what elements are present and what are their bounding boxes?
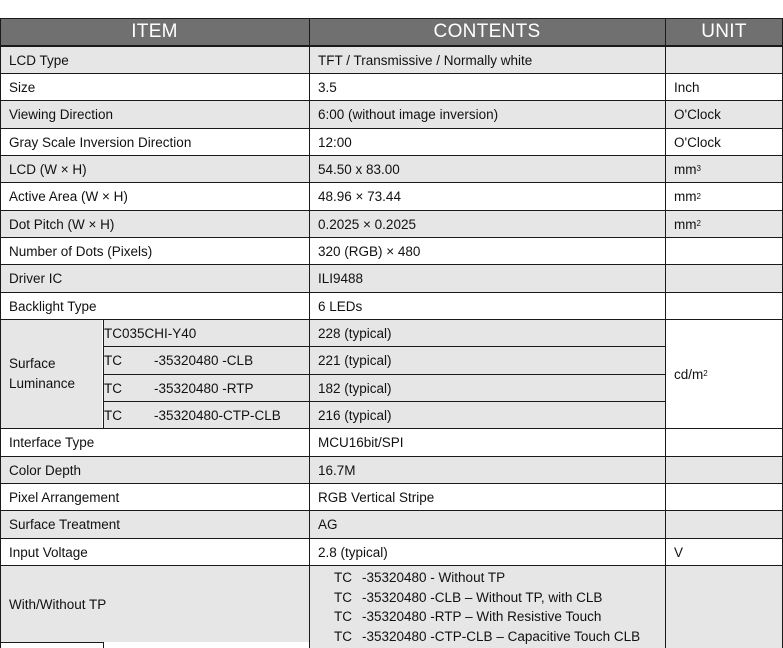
- row-item: Backlight Type: [9, 298, 97, 314]
- row-item: LCD (W × H): [0, 156, 309, 182]
- row-contents: 6 LEDs: [318, 298, 363, 314]
- row-unit: mm 2: [665, 211, 783, 237]
- row-item: Driver IC: [0, 265, 309, 292]
- row-unit: [665, 265, 783, 292]
- row-item: Gray Scale Inversion Direction: [9, 134, 192, 150]
- grid-line: [103, 319, 104, 428]
- row-contents: RGB Vertical Stripe: [318, 489, 435, 505]
- row-unit: [665, 484, 783, 510]
- luminance-label: Surface Luminance: [0, 320, 102, 428]
- header-item: ITEM: [0, 18, 309, 45]
- row-item: Number of Dots (Pixels): [9, 243, 153, 259]
- row-item: Active Area (W × H): [9, 189, 128, 204]
- row-item: LCD Type: [0, 47, 309, 73]
- tp-variant: TC -35320480 -RTP – With Resistive Touch: [334, 609, 602, 624]
- row-contents: 0.2025 × 0.2025: [309, 211, 665, 237]
- luminance-unit: cd/m 2: [674, 366, 708, 382]
- row-item: Interface Type: [9, 435, 95, 450]
- row-contents: 12:00: [318, 134, 352, 150]
- luminance-model: TC -35320480-CTP-CLB: [104, 402, 309, 428]
- grid-line: [104, 374, 665, 375]
- row-unit: [665, 429, 783, 456]
- row-unit: Inch: [674, 79, 700, 95]
- luminance-value: 228 (typical): [309, 320, 665, 346]
- header-unit: UNIT: [665, 18, 783, 45]
- row-contents: AG: [309, 511, 665, 538]
- tp-variants: [309, 566, 665, 648]
- row-contents: 3.5: [318, 79, 337, 95]
- row-unit: V: [674, 544, 684, 560]
- luminance-value: 216 (typical): [309, 402, 665, 428]
- luminance-model: TC035CHI-Y40: [104, 320, 309, 346]
- row-item: Color Depth: [0, 457, 309, 483]
- luminance-value: 221 (typical): [309, 347, 665, 374]
- row-unit: [665, 47, 783, 73]
- grid-line: [0, 18, 1, 648]
- tp-variant: TC -35320480 -CLB – Without TP, with CLB: [334, 589, 603, 605]
- row-unit: [665, 238, 783, 264]
- row-unit: O'Clock: [665, 101, 783, 128]
- row-item: Dot Pitch (W × H): [0, 211, 309, 237]
- luminance-model: TC -35320480 -RTP: [104, 375, 309, 401]
- tp-variant: TC -35320480 -CTP-CLB – Capacitive Touch CLB: [334, 628, 641, 644]
- row-contents: 54.50 x 83.00: [309, 156, 665, 182]
- row-contents: 320 (RGB) × 480: [318, 243, 421, 259]
- grid-line: [104, 346, 665, 347]
- row-item: Viewing Direction: [0, 101, 309, 128]
- row-unit: [665, 293, 783, 319]
- row-contents: 48.96 × 73.44: [318, 189, 401, 204]
- row-contents: TFT / Transmissive / Normally white: [309, 47, 665, 73]
- tp-unit: [665, 566, 783, 648]
- row-contents: MCU16bit/SPI: [318, 435, 404, 450]
- luminance-model: TC -35320480 -CLB: [104, 347, 309, 374]
- row-item: Surface Treatment: [0, 511, 309, 538]
- tp-variant: TC -35320480 - Without TP: [334, 570, 506, 585]
- row-contents: 16.7M: [309, 457, 665, 483]
- row-item: Size: [9, 79, 36, 95]
- row-item: Pixel Arrangement: [9, 489, 120, 505]
- row-unit: [665, 511, 783, 538]
- row-unit: mm 2: [674, 189, 701, 204]
- row-unit: [665, 457, 783, 483]
- row-contents: ILI9488: [309, 265, 665, 292]
- luminance-value: 182 (typical): [309, 375, 665, 401]
- row-contents: 2.8 (typical): [318, 544, 388, 560]
- grid-line: [665, 18, 666, 648]
- header-contents: CONTENTS: [309, 18, 665, 45]
- grid-line: [0, 642, 104, 643]
- grid-line: [309, 18, 310, 648]
- row-item: Input Voltage: [9, 544, 88, 560]
- grid-line: [104, 401, 665, 402]
- row-contents: 6:00 (without image inversion): [309, 101, 665, 128]
- grid-line: [103, 642, 104, 648]
- tp-item: With/Without TP: [0, 566, 309, 642]
- row-unit: mm 3: [665, 156, 783, 182]
- row-unit: O'Clock: [674, 134, 721, 150]
